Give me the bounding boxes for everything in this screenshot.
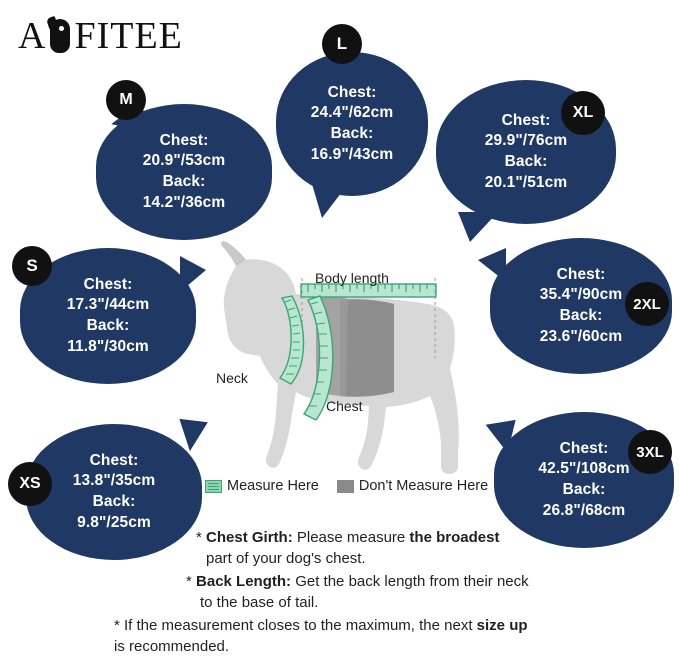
size-m-line-2: Back: xyxy=(162,173,206,190)
dog-head-icon xyxy=(47,16,73,56)
size-bubble-l xyxy=(276,52,428,196)
size-badge-l: L xyxy=(322,24,362,64)
legend-measure-here-label: Measure Here xyxy=(227,478,319,494)
size-badge-m: M xyxy=(106,80,146,120)
size-badge-3xl: 3XL xyxy=(628,430,672,474)
size-2xl-line-2: Back: xyxy=(559,307,603,324)
label-neck: Neck xyxy=(216,370,248,386)
size-badge-2xl: 2XL xyxy=(625,282,669,326)
logo-text-left: A xyxy=(18,15,47,57)
size-s-line-2: Back: xyxy=(86,317,130,334)
size-s-line-3: 11.8"/30cm xyxy=(67,337,149,355)
note-chest-girth: * Chest Girth: Please measure the broadest part of your dog's chest. xyxy=(196,529,500,567)
size-m-line-0: Chest: xyxy=(159,131,209,149)
size-xl-line-1: 29.9"/76cm xyxy=(484,132,568,150)
size-m-line-3: 14.2"/36cm xyxy=(142,193,226,211)
size-bubble-m xyxy=(96,104,272,240)
size-3xl-line-1: 42.5"/108cm xyxy=(538,460,630,478)
size-badge-xs: XS xyxy=(8,462,52,506)
size-badge-s: S xyxy=(12,246,52,286)
size-xl-line-3: 20.1"/51cm xyxy=(484,173,568,191)
size-3xl-line-3: 26.8"/68cm xyxy=(542,501,626,519)
note-back-length: * Back Length: Get the back length from their neck to the base of tail. xyxy=(186,573,529,611)
note-size-up: * If the measurement closes to the maximum, the next size up is recommended. xyxy=(114,617,528,655)
size-s-line-1: 17.3"/44cm xyxy=(66,296,150,314)
legend xyxy=(205,478,488,494)
label-chest: Chest xyxy=(326,398,363,414)
size-2xl-line-3: 23.6"/60cm xyxy=(539,327,623,345)
size-badge-xl: XL xyxy=(561,91,605,135)
size-l-line-1: 24.4"/62cm xyxy=(310,104,394,122)
size-xs-line-2: Back: xyxy=(92,493,136,510)
size-l-line-0: Chest: xyxy=(327,83,377,101)
label-body-length: Body length xyxy=(315,270,389,286)
size-l-line-2: Back: xyxy=(330,125,374,142)
size-xs-line-1: 13.8"/35cm xyxy=(72,472,156,490)
size-bubble-xs xyxy=(26,424,202,560)
brand-logo xyxy=(18,14,183,58)
size-3xl-line-2: Back: xyxy=(562,481,606,498)
size-xl-line-0: Chest: xyxy=(501,111,551,129)
size-s-line-0: Chest: xyxy=(83,275,133,293)
size-2xl-line-1: 35.4"/90cm xyxy=(539,286,623,304)
size-2xl-line-0: Chest: xyxy=(556,265,606,283)
logo-text-right: FITEE xyxy=(74,15,183,57)
dont-measure-here-swatch-icon xyxy=(337,480,354,493)
size-xl-line-2: Back: xyxy=(504,153,548,170)
size-l-line-3: 16.9"/43cm xyxy=(310,145,394,163)
size-m-line-1: 20.9"/53cm xyxy=(142,152,226,170)
size-xs-line-0: Chest: xyxy=(89,451,139,469)
size-3xl-line-0: Chest: xyxy=(559,439,609,457)
size-xs-line-3: 9.8"/25cm xyxy=(77,513,151,531)
measure-here-swatch-icon xyxy=(205,480,222,493)
legend-dont-measure-here-label: Don't Measure Here xyxy=(358,478,489,494)
